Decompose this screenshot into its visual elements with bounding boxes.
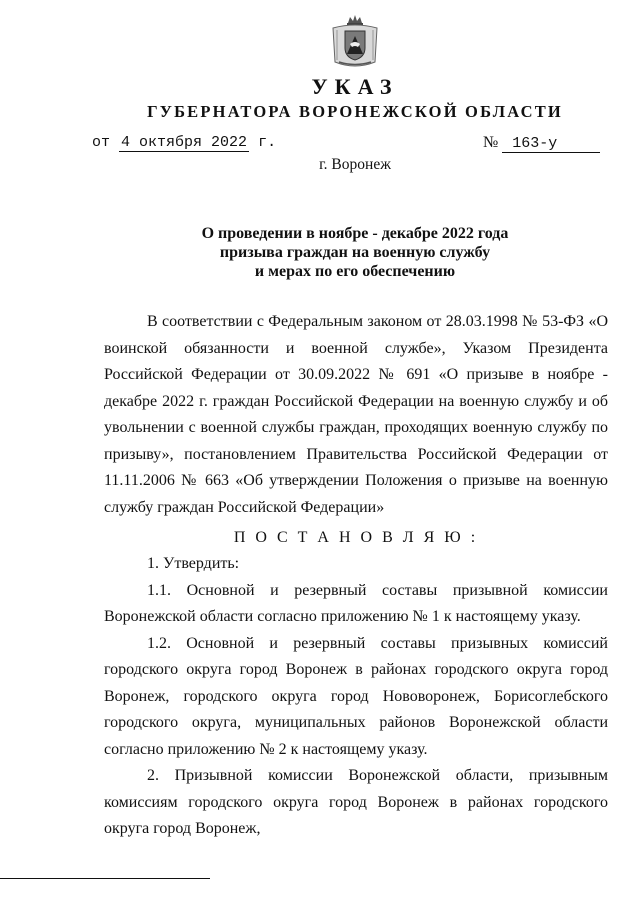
decree-resolution-word: П О С Т А Н О В Л Я Ю :: [233, 529, 479, 546]
number-line: [483, 134, 600, 153]
date-suffix: г.: [258, 134, 277, 151]
decree-body: [104, 309, 608, 843]
decree-subject: [120, 224, 590, 281]
item-1: 1. Утвердить:: [147, 555, 240, 572]
subject-line-2: призыва граждан на военную службу: [219, 244, 491, 261]
number-label: №: [483, 134, 499, 151]
decree-date: 4 октября 2022: [121, 134, 248, 151]
document-subtitle: ГУБЕРНАТОРА ВОРОНЕЖСКОЙ ОБЛАСТИ: [147, 102, 563, 121]
preamble-paragraph: В соответствии с Федеральным законом от 28.03.1998 № 53-ФЗ «О воинской обязанности и военной службе», Указом Президента Российской Федерации от 30.09.2022 № 691 «О призыве в ноябре - декабре 2022 г. граждан Российской Федерации на военную службу и об увольнении с военной службы граждан, проходящих военную службу по призыву», постановлением Правительства Российской Федерации от 11.11.2006 № 663 «Об утверждении Положения о призыве на военную службу граждан Российской Федерации»: [104, 313, 608, 516]
item-1-1: 1.1. Основной и резервный составы призывной комиссии Воронежской области согласно приложению № 1 к настоящему указу.: [104, 581, 608, 625]
coat-of-arms-icon: [329, 14, 381, 70]
decree-number: 163-у: [502, 135, 600, 153]
item-2: 2. Призывной комиссии Воронежской области, призывным комиссиям городского округа город Воронеж в районах городского округа город Воронеж,: [104, 767, 608, 837]
subject-line-3: и мерах по его обеспечению: [254, 263, 456, 280]
city-name: г. Воронеж: [319, 156, 391, 173]
footnote-divider: [0, 878, 210, 879]
document-title: УКАЗ: [311, 74, 399, 99]
item-1-2: 1.2. Основной и резервный составы призывных комиссий городского округа город Воронеж в районах городского округа город Воронеж, городского округа город Нововоронеж, Борисоглебского городского округа, муниципальных районов Воронежской области согласно приложению № 2 к настоящему указу.: [104, 634, 608, 758]
date-prefix: от: [92, 134, 111, 151]
subject-line-1: О проведении в ноябре - декабре 2022 года: [201, 225, 509, 242]
date-line: [92, 134, 276, 152]
